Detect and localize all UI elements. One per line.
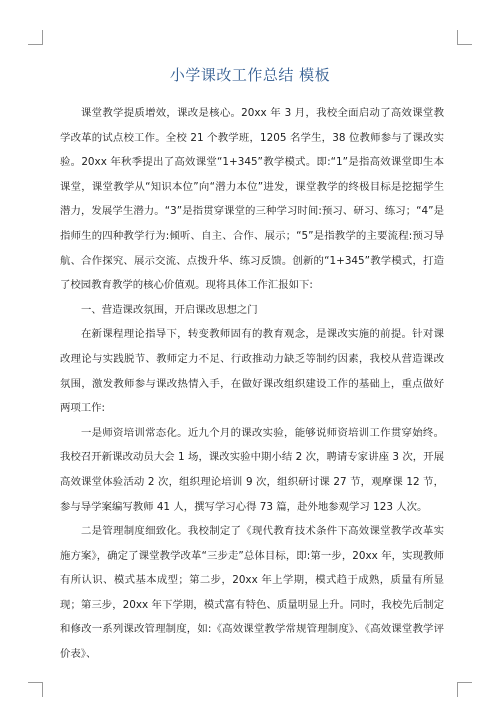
document-body [60, 101, 444, 667]
paragraph-section-1: 在新课程理论指导下，转变教师固有的教育观念，是课改实施的前提。针对课改理论与实践脱节、教师定力不足、行政推动力缺乏等制约因素，我校从营造课改氛围，激发教师参与课改热情入手，在做好课改组织建设工作的基础上，重点做好两项工作: [60, 328, 444, 415]
crop-mark-bottom-right [457, 682, 472, 697]
document-title: 小学课改工作总结 模板 [169, 66, 331, 84]
crop-mark-top-right [457, 30, 472, 45]
paragraph-intro: 课堂教学提质增效，课改是核心。20xx 年 3 月，我校全面启动了高效课堂教学改革的试点校工作。全校 21 个教学班，1205 名学生，38 位教师参与了课改实验。20xx 年秋季提出了高效课堂“1+345”教学模式。即:“1”是指高效课堂即生本课堂，课堂教学从“知识本位”向“潜力本位”进发，课堂教学的终极目标是挖掘学生潜力，发展学生潜力。“3”是指贯穿课堂的三种学习时间:预习、研习、练习；“4”是指师生的四种教学行为:倾听、自主、合作、展示；“5”是指教学的主要流程:预习导航、合作探究、展示交流、点拨升华、练习反馈。创新的“1+345”教学模式，打造了校园教育教学的核心价值观。现将具体工作汇报如下: [60, 107, 444, 292]
section-heading-1: 一、营造课改氛围，开启课改思想之门 [81, 303, 258, 316]
paragraph-management-system: 二是管理制度细致化。我校制定了《现代教育技术条件下高效课堂教学改革实施方案》，确定了课堂教学改革“三步走”总体目标，即:第一步，20xx 年，实现教师有所认识、模式基本成型；第二步，20xx 年上学期，模式趋于成熟，质量有所显现；第三步，20xx 年下学期，模式富有特色、质量明显上升。同时，我校先后制定和修改一系列课改管理制度，如:《高效课堂教学常规管理制度》、《高效课堂教学评价表》、 [60, 525, 444, 661]
crop-mark-bottom-left [28, 682, 43, 697]
crop-mark-top-left [28, 30, 43, 45]
paragraph-teacher-training: 一是师资培训常态化。近九个月的课改实验，能够说师资培训工作贯穿始终。我校召开新课改动员大会 1 场，课改实验中期小结 2 次，聘请专家讲座 3 次，开展高效课堂体验活动 2 次，组织理论培训 9 次，组织研讨课 27 节，观摩课 12 节，参与导学案编写教师 41 人，撰写学习心得 73 篇，赴外地参观学习 123 人次。 [60, 426, 444, 513]
